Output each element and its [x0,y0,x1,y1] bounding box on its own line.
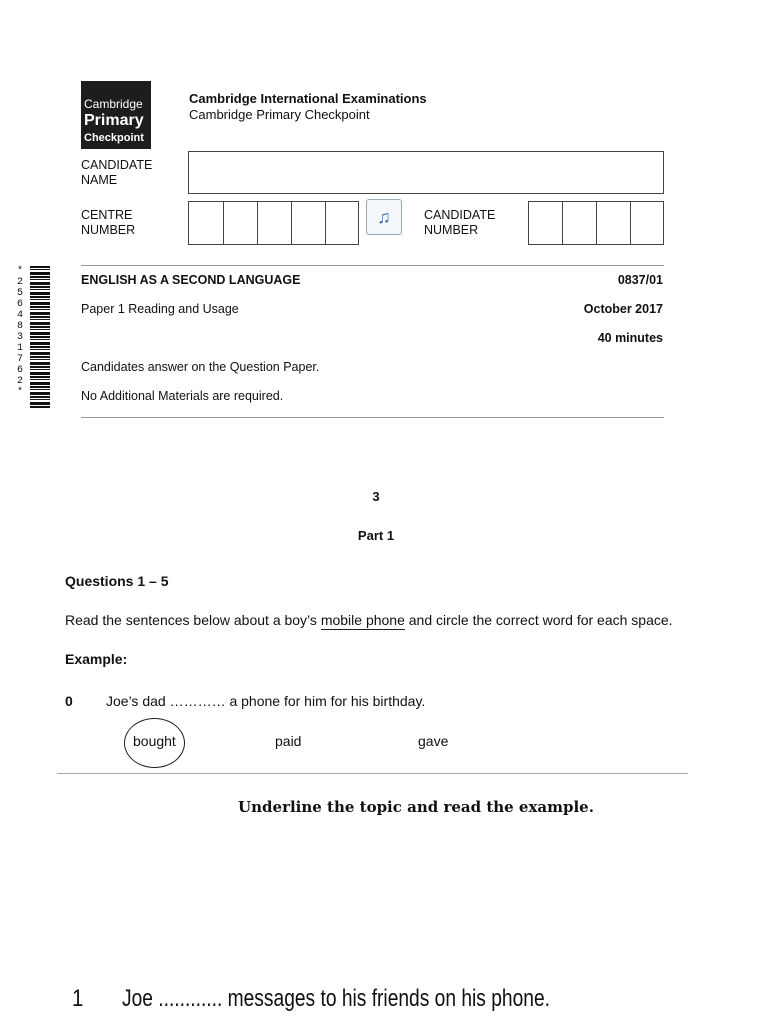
example-option-paid[interactable]: paid [275,733,302,749]
instruction-text-before: Read the sentences below about a boy’s [65,612,321,628]
centre-number-cell[interactable] [258,202,292,244]
logo-line-primary: Primary [84,112,144,129]
example-option-gave[interactable]: gave [418,733,449,749]
instruction-materials: No Additional Materials are required. [81,389,284,403]
example-divider [57,773,688,774]
barcode-digits: * 2 5 6 4 8 3 1 7 6 2 * [16,266,23,398]
syllabus-code: 0837/01 [617,273,663,287]
barcode-icon [30,266,50,408]
part-title: Part 1 [357,528,395,543]
music-note-icon[interactable]: ♫ [366,199,402,235]
example-label: Example: [65,651,128,667]
example-question-number: 0 [65,693,73,709]
candidate-name-label: CANDIDATE NAME [81,158,153,187]
instruction-text-after: and circle the correct word for each space. [404,612,673,628]
qualification-title: Cambridge Primary Checkpoint [189,107,370,122]
candidate-number-field[interactable] [528,201,664,245]
paper-title: Paper 1 Reading and Usage [81,302,239,316]
centre-number-label: CENTRE NUMBER [81,208,136,237]
subject-title: ENGLISH AS A SECOND LANGUAGE [81,273,301,287]
questions-heading: Questions 1 – 5 [65,573,169,589]
exam-board-title: Cambridge International Examinations [189,91,427,106]
centre-number-cell[interactable] [224,202,258,244]
candidate-number-cell[interactable] [529,202,563,244]
example-option-bought[interactable]: bought [133,733,176,749]
teacher-note: Underline the topic and read the example. [238,798,594,816]
exam-duration: 40 minutes [597,331,663,345]
centre-number-cell[interactable] [326,202,358,244]
candidate-number-cell[interactable] [631,202,663,244]
centre-number-cell[interactable] [189,202,224,244]
header-divider-top [81,265,664,266]
logo-line-cambridge: Cambridge [84,97,143,111]
centre-number-field[interactable] [188,201,359,245]
question-1-sentence: Joe ............ messages to his friends on his phone. [122,985,550,1012]
candidate-number-label: CANDIDATE NUMBER [424,208,496,237]
page-number: 3 [372,489,380,504]
centre-number-cell[interactable] [292,202,326,244]
question-1-number: 1 [72,985,84,1012]
logo-line-checkpoint: Checkpoint [84,132,144,144]
exam-session: October 2017 [583,302,663,316]
example-sentence: Joe’s dad ………… a phone for him for his birthday. [106,693,426,709]
instruction-topic-underlined: mobile phone [320,612,405,628]
questions-instruction [65,612,673,628]
header-divider-bottom [81,417,664,418]
instruction-answer-on-paper: Candidates answer on the Question Paper. [81,360,320,374]
cambridge-primary-checkpoint-logo [81,81,151,149]
candidate-number-cell[interactable] [563,202,597,244]
candidate-name-field[interactable] [188,151,664,194]
candidate-number-cell[interactable] [597,202,631,244]
